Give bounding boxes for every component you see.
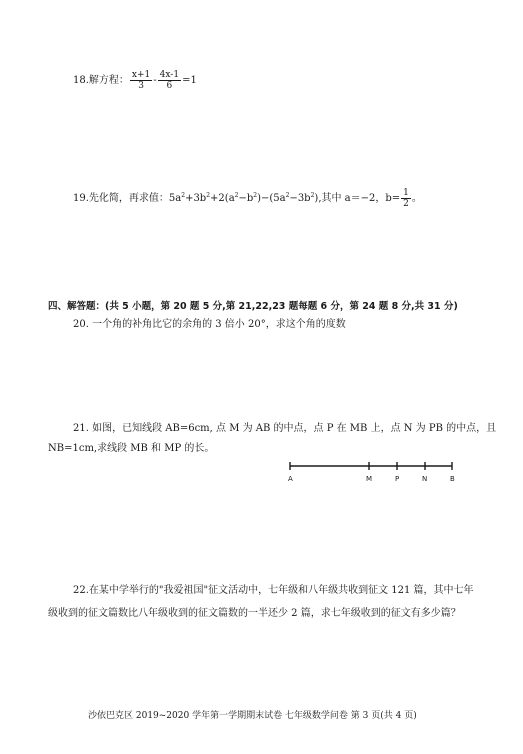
label-M: M — [366, 475, 373, 483]
label-A: A — [288, 475, 293, 483]
q19-text-g: ),其中 a＝−2，b= — [314, 193, 401, 204]
question-21-line-1: 21. 如图，已知线段 AB=6cm, 点 M 为 AB 的中点，点 P 在 MB 上，点 N 为 PB 的中点，且 — [73, 423, 497, 434]
q19-exp-1: 2 — [181, 192, 186, 199]
q19-exp-5: 2 — [285, 192, 290, 199]
q19-frac-denominator: 2 — [403, 199, 409, 209]
q18-prefix: 18.解方程： — [73, 75, 129, 86]
q19-text-b: +3b — [185, 193, 207, 204]
q18-frac2-denominator: 6 — [166, 81, 173, 91]
q19-exp-4: 2 — [253, 192, 258, 199]
question-20: 20. 一个角的补角比它的余角的 3 倍小 20°，求这个角的度数 — [73, 319, 346, 330]
q19-text-f: −3b — [289, 193, 311, 204]
label-N: N — [422, 475, 428, 483]
q19-text-d: −b — [238, 193, 254, 204]
question-18 — [73, 70, 197, 91]
segment-figure — [0, 458, 523, 488]
q19-text-e: )−(5a — [257, 193, 286, 204]
question-19 — [73, 188, 422, 209]
q18-frac1-denominator: 3 — [138, 81, 144, 91]
q18-frac1-numerator: x+1 — [131, 70, 151, 80]
q18-rhs: =1 — [182, 75, 197, 86]
section-4-heading: 四、解答题：(共 5 小题，第 20 题 5 分,第 21,22,23 题每题 6 分，第 24 题 8 分,共 31 分) — [48, 301, 458, 312]
q18-minus: - — [153, 75, 157, 86]
question-21-line-2: NB=1cm,求线段 MB 和 MP 的长。 — [48, 443, 215, 454]
label-P: P — [395, 475, 400, 483]
q19-text-c: +2(a — [210, 193, 235, 204]
question-22-line-2: 级收到的征文篇数比八年级收到的征文篇数的一半还少 2 篇，求七年级收到的征文有多少篇？ — [48, 608, 461, 619]
q18-fraction-2 — [158, 70, 181, 91]
q19-fraction — [401, 188, 411, 209]
q19-exp-2: 2 — [206, 192, 211, 199]
q18-fraction-1 — [130, 70, 152, 91]
q19-text-a: 19.先化简，再求值：5a — [73, 193, 182, 204]
q18-frac2-numerator: 4x-1 — [159, 70, 180, 80]
question-22-line-1: 22.在某中学举行的"我爱祖国"征文活动中，七年级和八年级共收到征文 121 篇，其中七年 — [73, 585, 474, 596]
q19-exp-3: 2 — [234, 192, 239, 199]
page-footer: 沙依巴克区 2019~2020 学年第一学期期末试卷 七年级数学问卷 第 3 页(共 4 页) — [88, 711, 417, 721]
q19-end: 。 — [411, 193, 422, 204]
q19-frac-numerator: 1 — [403, 188, 409, 198]
label-B: B — [450, 475, 455, 483]
q19-exp-6: 2 — [310, 192, 315, 199]
